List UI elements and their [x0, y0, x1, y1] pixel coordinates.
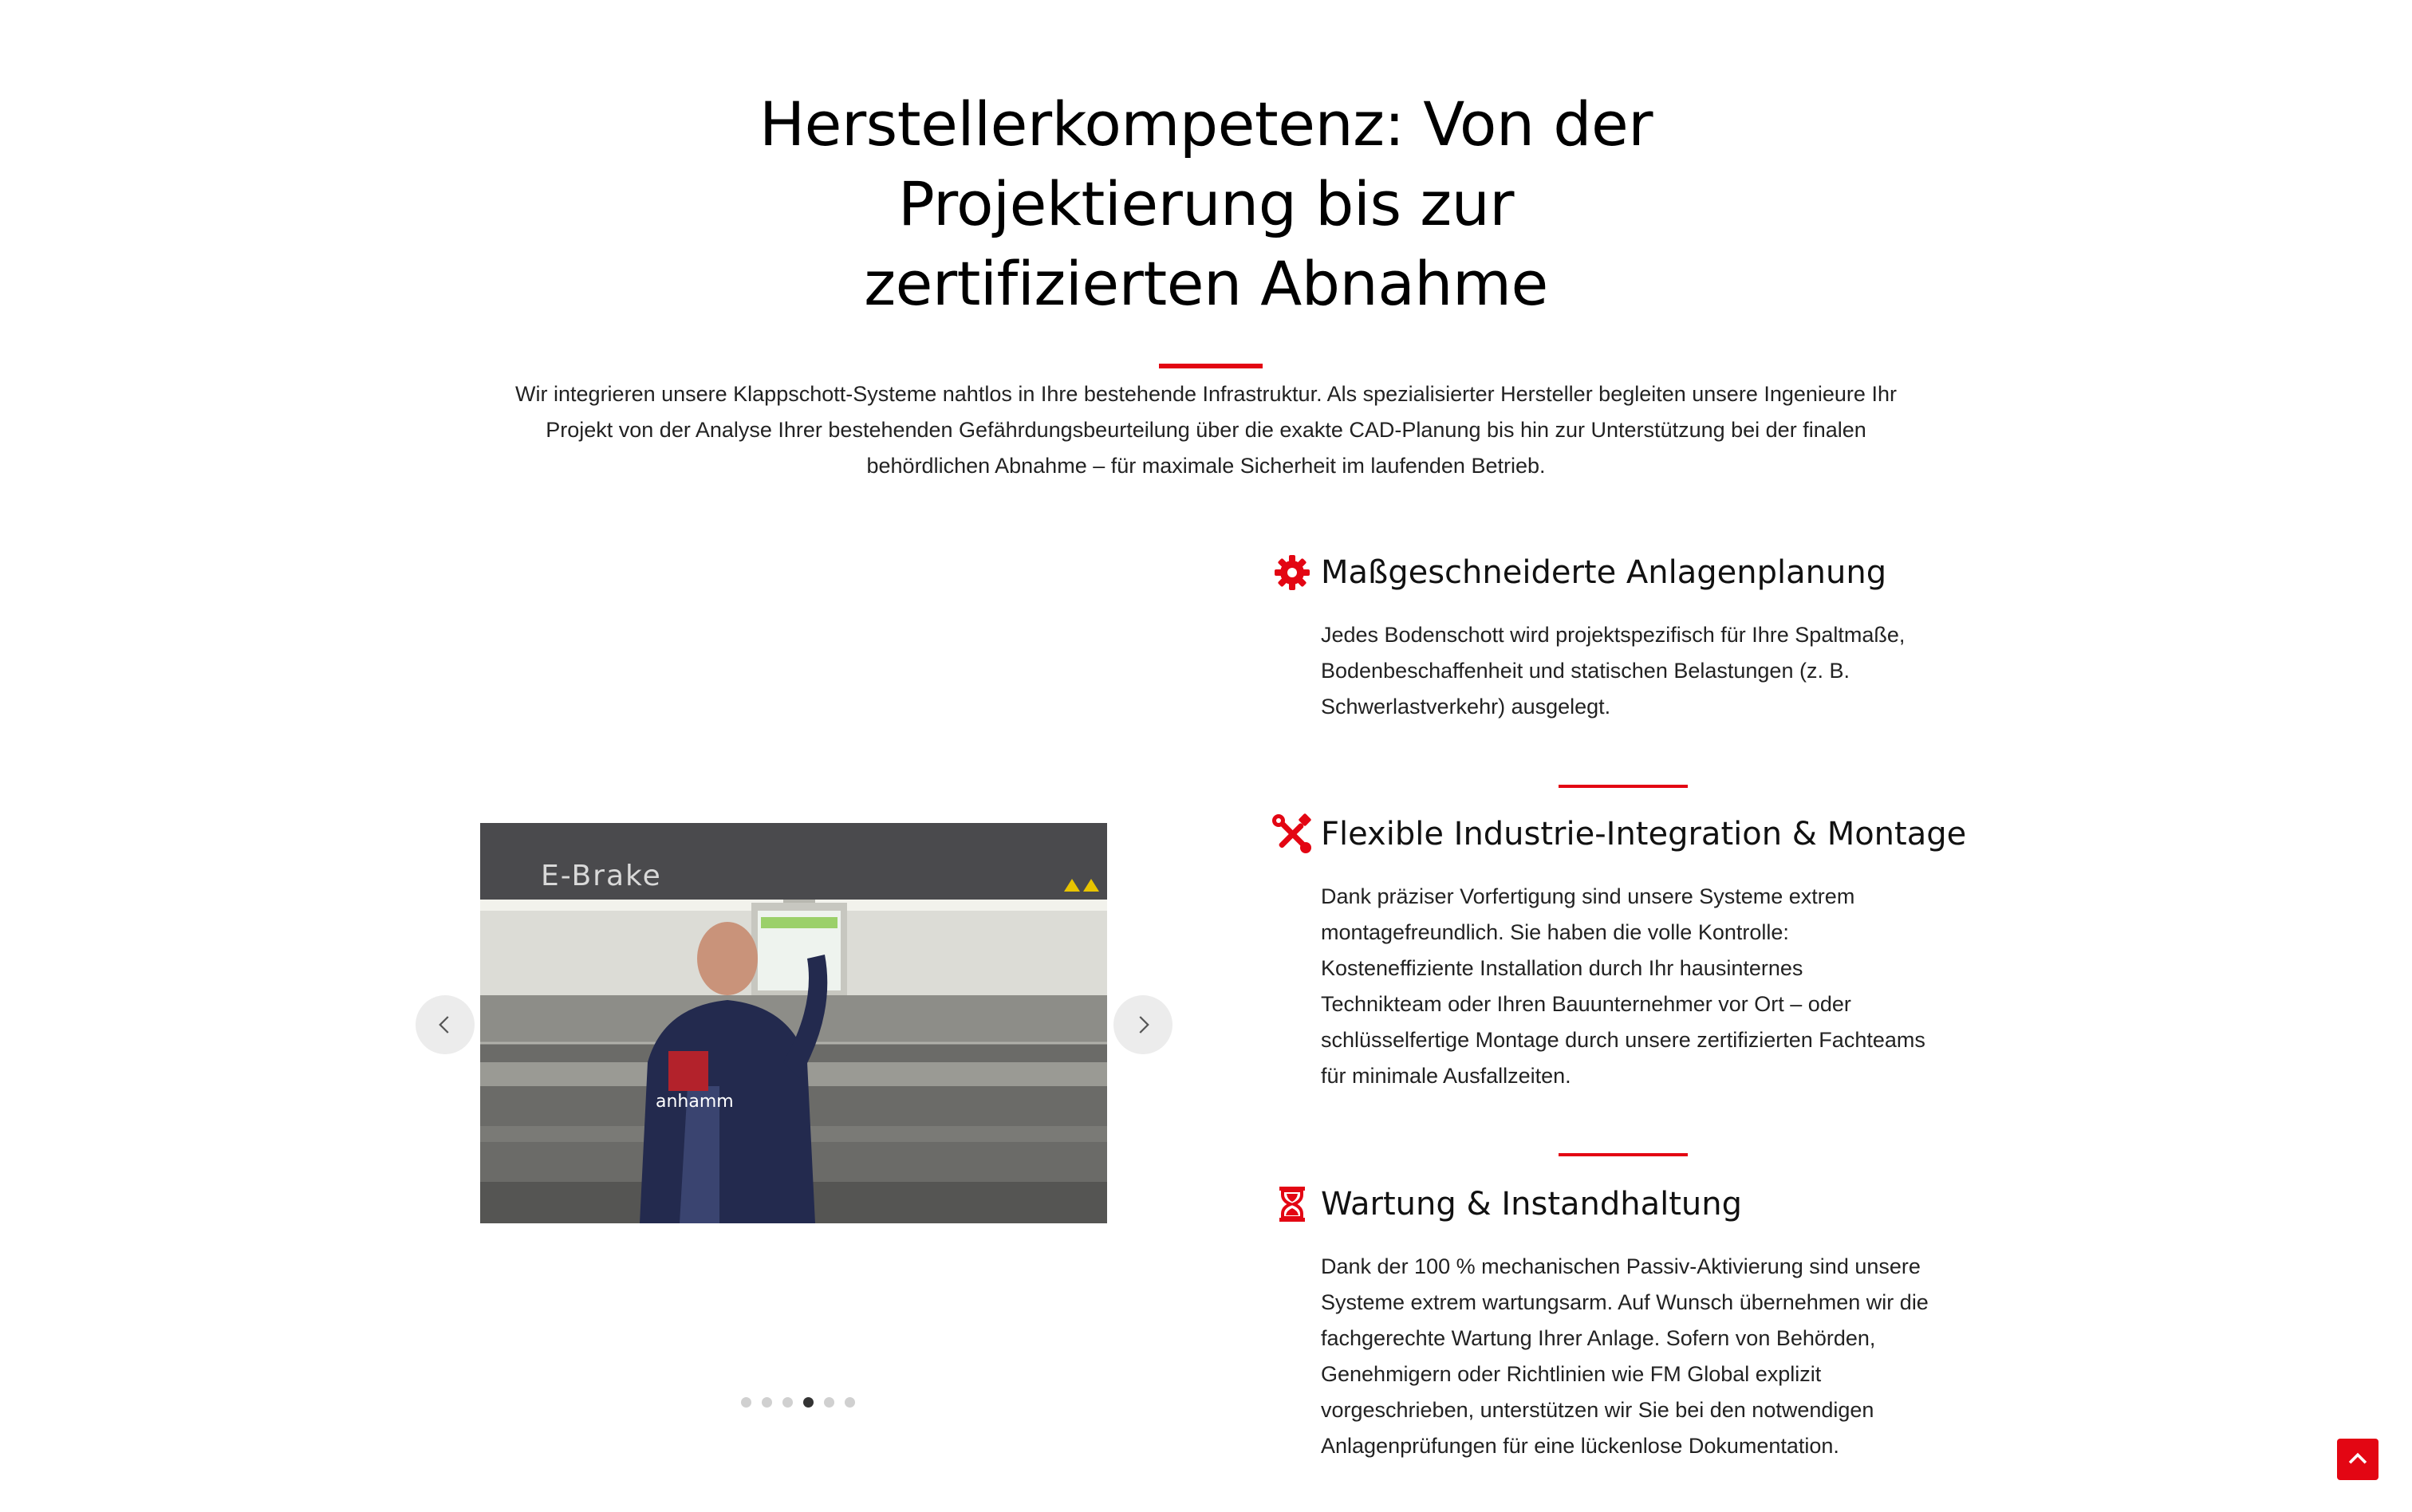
- feature-description: [1321, 617, 1991, 725]
- feature-line: Kosteneffiziente Installation durch Ihr hausinternes: [1321, 956, 1803, 980]
- carousel-dot[interactable]: [782, 1397, 793, 1408]
- arrow-up-icon: [2344, 1446, 2371, 1473]
- section-title: [727, 85, 1685, 324]
- slide-image: [480, 823, 1107, 1223]
- carousel-next-button[interactable]: [1113, 995, 1172, 1054]
- feature-line: Dank der 100 % mechanischen Passiv-Aktivierung sind unsere: [1321, 1254, 1921, 1278]
- tools-icon: [1271, 813, 1313, 855]
- feature-divider: [1559, 1153, 1688, 1156]
- feature-line: Genehmigern oder Richtlinien wie FM Global explizit: [1321, 1362, 1822, 1386]
- feature-title: Flexible Industrie-Integration & Montage: [1321, 816, 1967, 852]
- intro-line: behördlichen Abnahme – für maximale Sicherheit im laufenden Betrieb.: [866, 454, 1546, 478]
- feature-description: [1321, 1249, 1991, 1464]
- carousel-dot[interactable]: [845, 1397, 855, 1408]
- feature-line: fachgerechte Wartung Ihrer Anlage. Sofern von Behörden,: [1321, 1326, 1876, 1350]
- title-divider: [1159, 364, 1263, 368]
- feature-line: Jedes Bodenschott wird projektspezifisch für Ihre Spaltmaße,: [1321, 623, 1906, 647]
- carousel-dot[interactable]: [762, 1397, 772, 1408]
- carousel-dot[interactable]: [803, 1397, 814, 1408]
- chevron-right-icon: [1131, 1013, 1155, 1037]
- carousel-pagination: [415, 1397, 1180, 1410]
- intro-line: Projekt von der Analyse Ihrer bestehenden Gefährdungsbeurteilung über die exakte CAD-Planung bis hin zur Unterstützung bei der finalen: [546, 418, 1866, 442]
- gear-icon: [1271, 552, 1313, 593]
- feature-line: Schwerlastverkehr) ausgelegt.: [1321, 695, 1611, 719]
- section-intro: [463, 376, 1949, 484]
- feature-line: vorgeschrieben, unterstützen wir Sie bei den notwendigen: [1321, 1398, 1874, 1422]
- feature-description: [1321, 879, 1991, 1094]
- feature-divider: [1559, 785, 1688, 788]
- carousel-dot[interactable]: [741, 1397, 751, 1408]
- intro-line: Wir integrieren unsere Klappschott-Systeme nahtlos in Ihre bestehende Infrastruktur. Als spezialisierter Hersteller begleiten unsere Ingenieure Ihr: [515, 382, 1897, 406]
- feature-title: Maßgeschneiderte Anlagenplanung: [1321, 554, 1887, 591]
- carousel-slide[interactable]: [480, 823, 1107, 1223]
- feature-line: Systeme extrem wartungsarm. Auf Wunsch übernehmen wir die: [1321, 1290, 1929, 1314]
- machine-label-text: E-Brake: [541, 860, 662, 892]
- carousel-prev-button[interactable]: [416, 995, 475, 1054]
- feature-line: montagefreundlich. Sie haben die volle Kontrolle:: [1321, 920, 1789, 944]
- chevron-left-icon: [433, 1013, 457, 1037]
- hourglass-icon: [1271, 1183, 1313, 1225]
- feature-line: für minimale Ausfallzeiten.: [1321, 1064, 1571, 1088]
- scroll-to-top-button[interactable]: [2337, 1439, 2378, 1480]
- image-carousel: [415, 526, 1180, 1419]
- carousel-dot[interactable]: [824, 1397, 834, 1408]
- section-title-line: Herstellerkompetenz: Von der: [759, 89, 1653, 159]
- feature-line: Dank präziser Vorfertigung sind unsere Systeme extrem: [1321, 884, 1855, 908]
- feature-title: Wartung & Instandhaltung: [1321, 1186, 1743, 1223]
- section-title-line: zertifizierten Abnahme: [864, 248, 1548, 319]
- feature-line: Bodenbeschaffenheit und statischen Belastungen (z. B.: [1321, 659, 1850, 683]
- feature-line: Technikteam oder Ihren Bauunternehmer vor Ort – oder: [1321, 992, 1851, 1016]
- feature-line: schlüsselfertige Montage durch unsere zertifizierten Fachteams: [1321, 1028, 1925, 1052]
- jacket-logo-text: anhamm: [656, 1092, 734, 1112]
- feature-line: Anlagenprüfungen für eine lückenlose Dokumentation.: [1321, 1434, 1839, 1458]
- section-title-line: Projektierung bis zur: [897, 168, 1515, 239]
